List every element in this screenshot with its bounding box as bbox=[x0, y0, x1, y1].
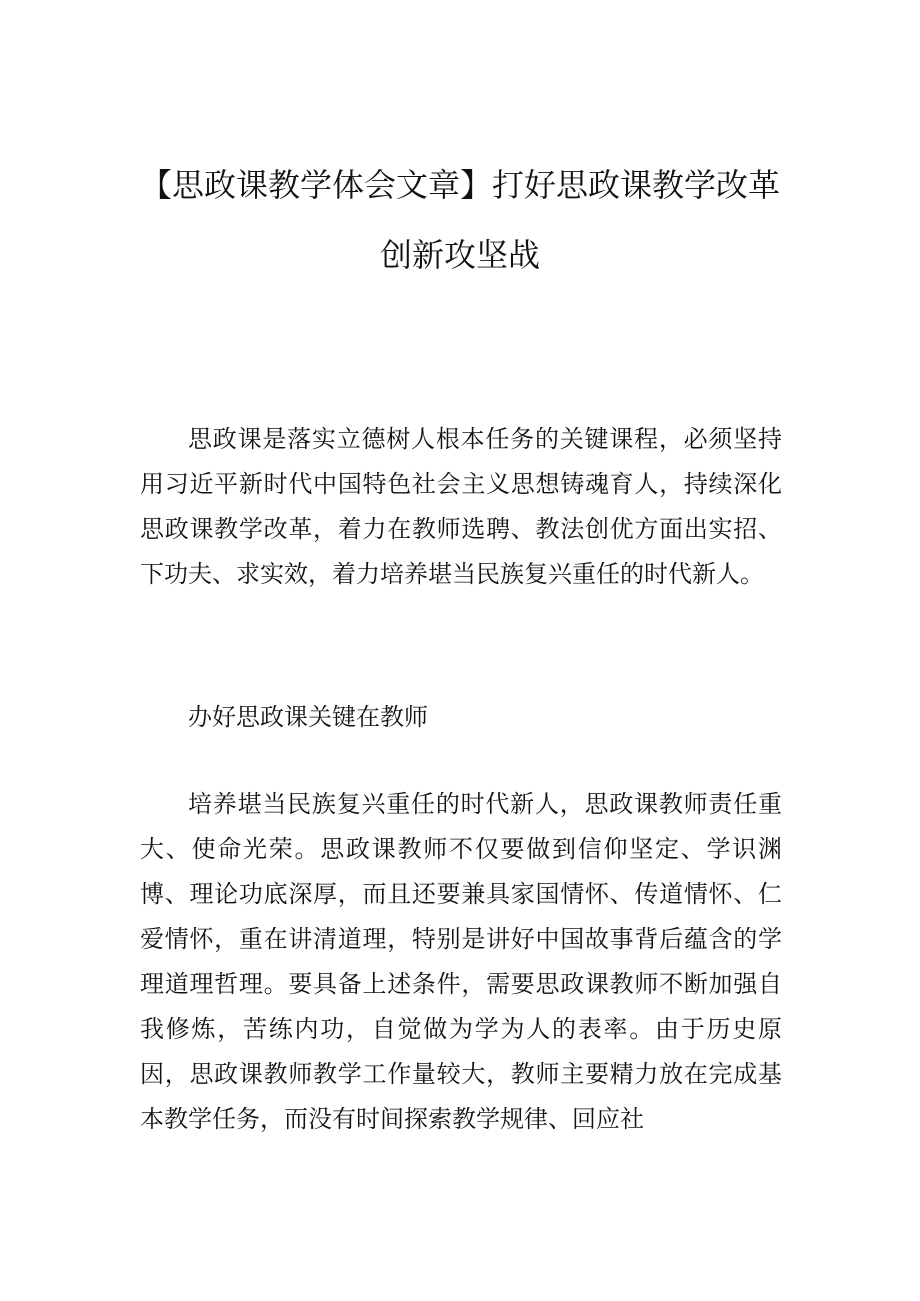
document-title: 【思政课教学体会文章】打好思政课教学改革创新攻坚战 bbox=[140, 166, 781, 274]
section-heading: 办好思政课关键在教师 bbox=[188, 703, 428, 731]
body-paragraph: 思政课是落实立德树人根本任务的关键课程，必须坚持用习近平新时代中国特色社会主义思想铸魂育人，持续深化思政课教学改革，着力在教师选聘、教法创优方面出实招、下功夫、求实效，着力培养堪当民族复兴重任的时代新人。 bbox=[140, 425, 782, 588]
body-paragraph: 培养堪当民族复兴重任的时代新人，思政课教师责任重大、使命光荣。思政课教师不仅要做到信仰坚定、学识渊博、理论功底深厚，而且还要兼具家国情怀、传道情怀、仁爱情怀，重在讲清道理，特别是讲好中国故事背后蕴含的学理道理哲理。要具备上述条件，需要思政课教师不断加强自我修炼，苦练内功，自觉做为学为人的表率。由于历史原因，思政课教师教学工作量较大，教师主要精力放在完成基本教学任务，而没有时间探索教学规律、回应社 bbox=[140, 790, 782, 1133]
